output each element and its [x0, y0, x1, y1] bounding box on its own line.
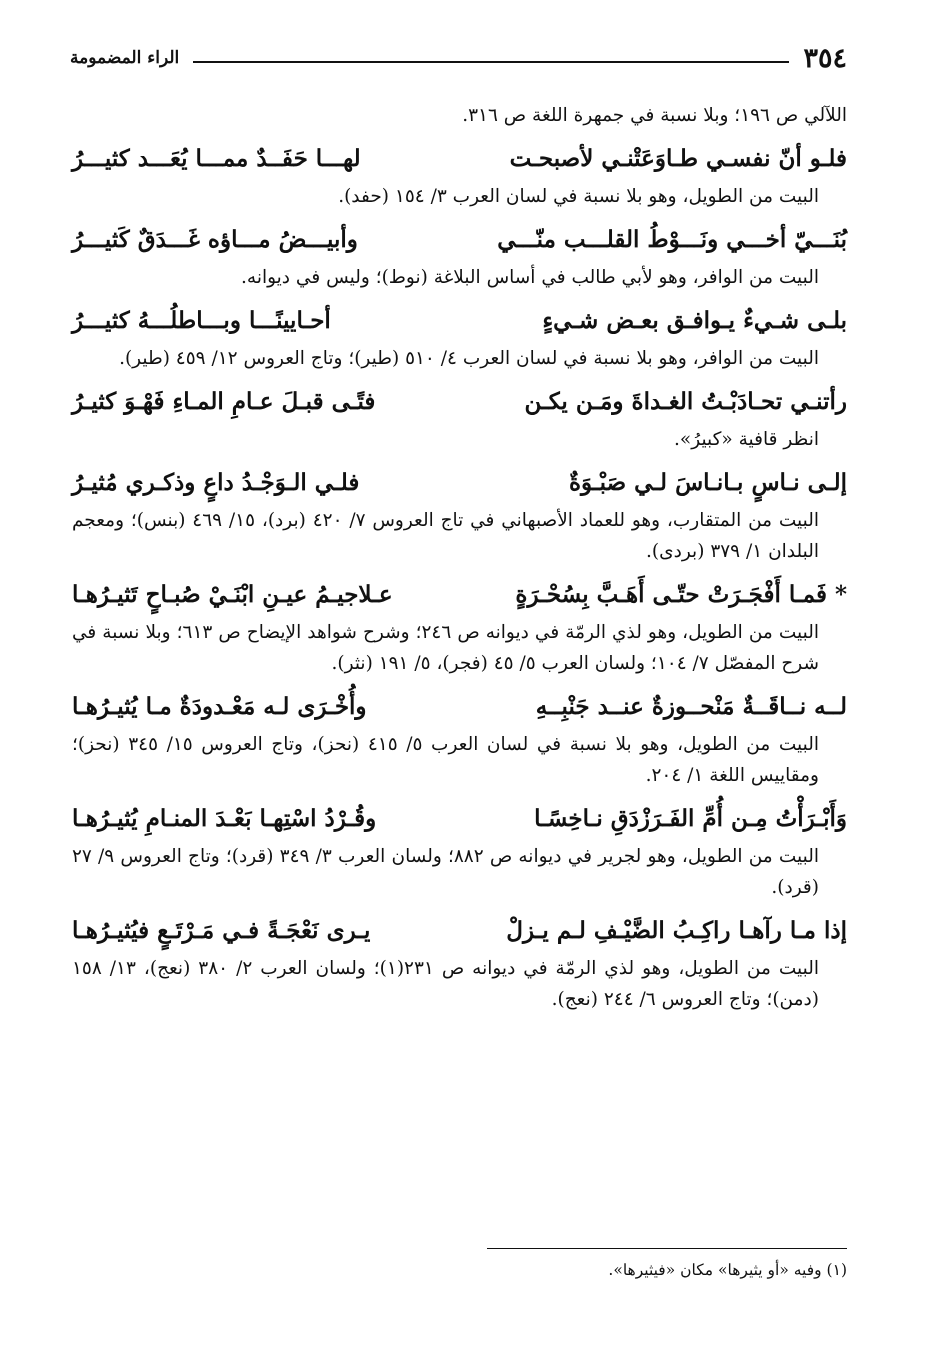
page-body	[72, 100, 847, 1023]
verse-entry	[72, 911, 847, 1015]
footnotes	[72, 1248, 847, 1283]
verse-entry	[72, 301, 847, 374]
verse-line	[72, 301, 847, 341]
verse-entry	[72, 463, 847, 567]
verse-entry	[72, 220, 847, 293]
first-hemistich: إذا مـا رآهـا راكِـبُ الضَّيْـفِ لـم يـزلْ	[506, 917, 847, 944]
verse-note: البيت من الطويل، وهو بلا نسبة في لسان العرب ٥/ ٤١٥ (نحز)، وتاج العروس ١٥/ ٣٤٥ (نحز)؛ ومقاييس اللغة ١/ ٢٠٤.	[72, 734, 819, 786]
verse-note: البيت من الوافر، وهو بلا نسبة في لسان العرب ٤/ ٥١٠ (طير)؛ وتاج العروس ١٢/ ٤٥٩ (طير).	[119, 348, 819, 369]
verse-note: البيت من المتقارب، وهو للعماد الأصبهاني في تاج العروس ٧/ ٤٢٠ (برد)، ١٥/ ٤٦٩ (بنس)؛ ومعجم البلدان ١/ ٣٧٩ (بردى).	[72, 510, 820, 562]
page-number: ٣٥٤	[803, 42, 847, 74]
second-hemistich: وقُـرْدُ اسْتِهـا بَعْـدَ المنـامِ يُثيـرُهـا	[72, 805, 377, 832]
second-hemistich: وأُخْـرَى لـه مَعْـدودَةٌ مـا يُثيـرُهـا	[72, 693, 367, 720]
verse-line	[72, 799, 847, 839]
verse-entry	[72, 575, 847, 679]
verse-entry	[72, 139, 847, 212]
verse-entry	[72, 687, 847, 791]
first-hemistich: * فَمـا أَفْجَـرَتْ حتّـى أَهَـبَّ بِسُحْـرَةٍ	[515, 581, 847, 608]
second-hemistich: وأبيـــضُ مـــاؤه غَـــدَقٌ كَثيـــرُ	[72, 226, 358, 253]
verse-note: البيت من الطويل، وهو بلا نسبة في لسان العرب ٣/ ١٥٤ (حفد).	[338, 186, 819, 207]
second-hemistich: يـرى نَعْجَـةً فـي مَـرْتَـعٍ فيُثيـرُهـا	[72, 917, 371, 944]
first-hemistich: وَأَبْـرَأْتُ مِـن أُمِّ الفَـرَزْدَقِ نـاخِسًـا	[534, 805, 847, 832]
verse-note: انظر قافية «كبيرُ».	[674, 429, 819, 450]
first-hemistich: بُنَـــيّ أخـــي ونَـــوْطُ القلـــب منّـــي	[497, 226, 847, 253]
second-hemistich: أحـايينًـــا وبـــاطلُـــهُ كثيـــرُ	[72, 307, 331, 334]
first-hemistich: بلـى شـيءٌ يـوافـق بعـض شـيءٍ	[542, 307, 847, 334]
verse-line	[72, 220, 847, 260]
footnote-text: (١) وفيه «أو يثيرها» مكان «فيثيرها».	[608, 1261, 847, 1279]
verse-entry	[72, 799, 847, 903]
first-hemistich: رأتنـي تحـادَبْـتُ الغـداةَ ومَـن يكـن	[524, 388, 847, 415]
verse-note: البيت من الطويل، وهو لذي الرمّة في ديوانه ص ٢٣١(١)؛ ولسان العرب ٢/ ٣٨٠ (نعج)، ١٣/ ١٥٨ (دمن)؛ وتاج العروس ٦/ ٢٤٤ (نعج).	[72, 958, 820, 1010]
second-hemistich: فلـي الـوَجْـدُ داعٍ وذكـري مُثيـرُ	[72, 469, 360, 496]
verse-line	[72, 911, 847, 951]
intro-note: اللآلي ص ١٩٦؛ وبلا نسبة في جمهرة اللغة ص ٣١٦.	[462, 105, 847, 126]
verse-line	[72, 687, 847, 727]
first-hemistich: لــه نــاقَــةٌ مَنْحــوزةٌ عنــد جَنْبِــهِ	[535, 693, 847, 720]
footnote-rule	[487, 1248, 847, 1249]
verse-line	[72, 463, 847, 503]
verse-line	[72, 382, 847, 422]
second-hemistich: فتًـى قبـلَ عـامِ المـاءِ فَهْـوَ كثيـرُ	[72, 388, 376, 415]
first-hemistich: فلـو أنّ نفسـي طـاوَعَتْنـي لأصبحـت	[509, 145, 847, 172]
second-hemistich: لهـــا حَفَــدٌ ممـــا يُعَـــد كثيـــرُ	[72, 145, 361, 172]
page-header	[70, 38, 847, 78]
verse-note: البيت من الطويل، وهو لذي الرمّة في ديوانه ص ٢٤٦؛ وشرح شواهد الإيضاح ص ٦١٣؛ وبلا نسبة في شرح المفصّل ٧/ ١٠٤؛ ولسان العرب ٥/ ٤٥ (فجر)، ٥/ ١٩١ (نثر).	[72, 622, 819, 674]
second-hemistich: عـلاجيـمُ عيـنِ ابْنَـيْ صُبـاحٍ تَثيـرُهـا	[72, 581, 393, 608]
running-title: الراء المضمومة	[70, 48, 180, 68]
header-rule	[193, 61, 789, 63]
verse-line	[72, 139, 847, 179]
verse-note: البيت من الوافر، وهو لأبي طالب في أساس البلاغة (نوط)؛ وليس في ديوانه.	[241, 267, 819, 288]
first-hemistich: إلـى نـاسٍ بـانـاسَ لـي صَبْـوَةٌ	[569, 469, 847, 496]
verse-entry	[72, 382, 847, 455]
verse-line	[72, 575, 847, 615]
verse-note: البيت من الطويل، وهو لجرير في ديوانه ص ٨٨٢؛ ولسان العرب ٣/ ٣٤٩ (قرد)؛ وتاج العروس ٩/ ٢٧ (قرد).	[72, 846, 819, 898]
